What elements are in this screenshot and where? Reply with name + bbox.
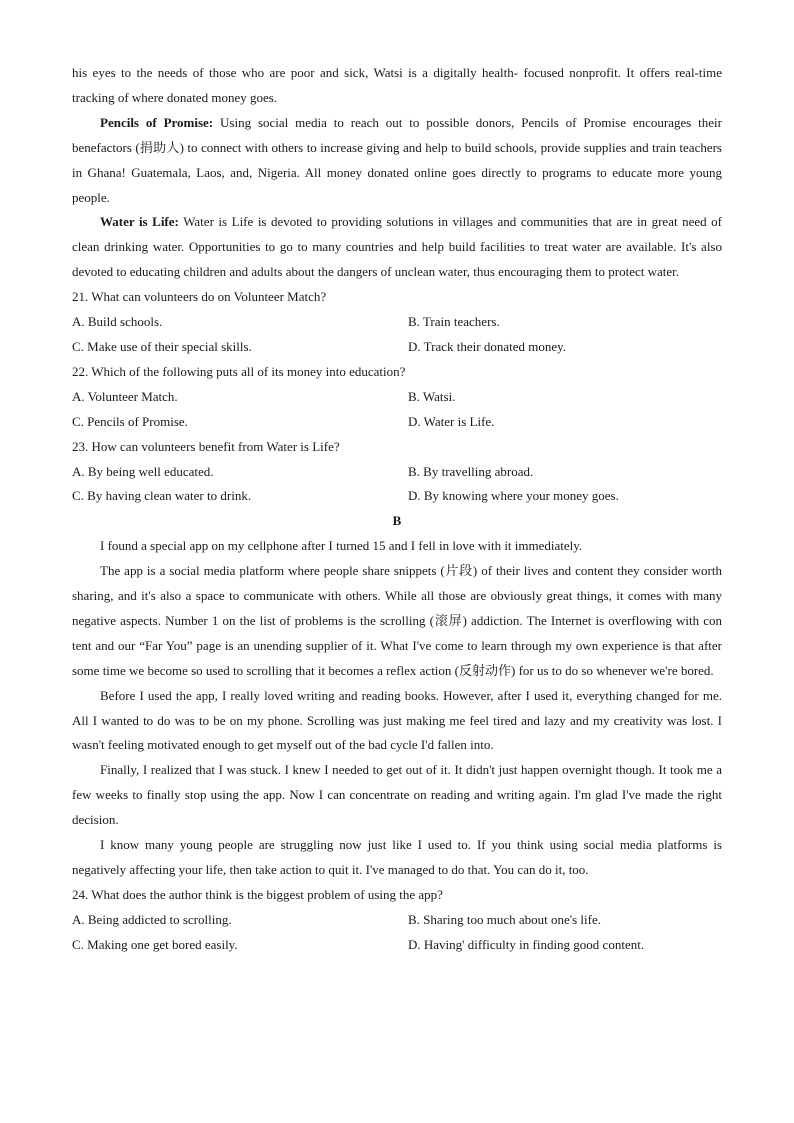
option-b: B. Sharing too much about one's life.	[408, 911, 601, 927]
passage-b-paragraph-2: The app is a social media platform where people share snippets (片段) of their lives and content they consider worth sharing, and it's also a space to communicate with others. While all those are obviously great things, it comes with many negative aspects. Number 1 on the list of problems is the scrolling (滚屏) addiction. The Internet is overflowing with con tent and our “Far You” page is an unending supplier of it. What I've come to learn through my own experience is that after some time we become so used to scrolling that it becomes a reflex action (反射动作) for us to do so whenever we're bored.	[72, 563, 722, 678]
question-options	[72, 385, 722, 435]
passage-b-paragraph-3: Before I used the app, I really loved writing and reading books. However, after I used it, everything changed for me. All I wanted to do was to be on my phone. Scrolling was just making me feel tired and lazy and my creativity was lost. I wasn't feeling motivated enough to get myself out of the bad cycle I'd fallen into.	[72, 687, 722, 753]
option-d: D. Track their donated money.	[408, 338, 567, 354]
option-c: C. Pencils of Promise.	[72, 413, 188, 429]
option-c: C. Making one get bored easily.	[72, 936, 238, 952]
question-stem: 22. Which of the following puts all of its money into education?	[72, 363, 406, 379]
question-options	[72, 310, 722, 360]
option-b: B. By travelling abroad.	[408, 463, 534, 479]
question-22	[72, 360, 722, 435]
option-c: C. Make use of their special skills.	[72, 338, 252, 354]
question-stem: 23. How can volunteers benefit from Water is Life?	[72, 438, 340, 454]
org-text: Water is Life is devoted to providing solutions in villages and communities that are in great need of clean drinking water. Opportunities to go to many countries and help build facilities to treat water are available. It's also devoted to educating children and adults about the dangers of unclean water, thus encouraging them to protect water.	[72, 214, 723, 280]
org-text: Using social media to reach out to possible donors, Pencils of Promise encourages their benefactors (捐助人) to connect with others to increase giving and help to build schools, provide supplies and train teachers in Ghana! Guatemala, Laos, and, Nigeria. All money donated online goes directly to programs to educate more young people.	[72, 114, 722, 205]
question-23	[72, 435, 722, 510]
option-d: D. Having' difficulty in finding good content.	[408, 936, 645, 952]
option-b: B. Watsi.	[408, 388, 456, 404]
option-d: D. Water is Life.	[408, 413, 495, 429]
option-a: A. By being well educated.	[72, 463, 214, 479]
option-a: A. Build schools.	[72, 314, 163, 330]
org-paragraph-pencils-of-promise	[72, 111, 722, 211]
org-name: Water is Life:	[100, 214, 179, 230]
question-24	[72, 883, 722, 958]
section-heading: B	[392, 513, 402, 529]
option-a: A. Being addicted to scrolling.	[72, 911, 232, 927]
org-paragraph-water-is-life	[72, 210, 722, 285]
option-d: D. By knowing where your money goes.	[408, 488, 619, 504]
passage-b-paragraph-5: I know many young people are struggling now just like I used to. If you think using social media platforms is negatively affecting your life, then take action to quit it. I've managed to do that. You can do it, too.	[72, 837, 722, 877]
question-21	[72, 285, 722, 360]
passage-b-paragraph-1: I found a special app on my cellphone after I turned 15 and I fell in love with it immediately.	[100, 538, 583, 554]
question-options	[72, 908, 722, 958]
question-options	[72, 460, 722, 510]
question-stem: 21. What can volunteers do on Volunteer Match?	[72, 289, 327, 305]
option-a: A. Volunteer Match.	[72, 388, 178, 404]
passage-b-paragraph-4: Finally, I realized that I was stuck. I knew I needed to get out of it. It didn't just happen overnight though. It took me a few weeks to finally stop using the app. Now I can concentrate on reading and writing again. I'm glad I've made the right decision.	[72, 762, 722, 828]
intro-paragraph-end: his eyes to the needs of those who are poor and sick, Watsi is a digitally health- focused nonprofit. It offers real-time tracking of where donated money goes.	[72, 65, 722, 105]
option-c: C. By having clean water to drink.	[72, 488, 252, 504]
option-b: B. Train teachers.	[408, 314, 500, 330]
question-stem: 24. What does the author think is the biggest problem of using the app?	[72, 886, 443, 902]
document-page	[72, 61, 722, 958]
org-name: Pencils of Promise:	[100, 114, 214, 130]
